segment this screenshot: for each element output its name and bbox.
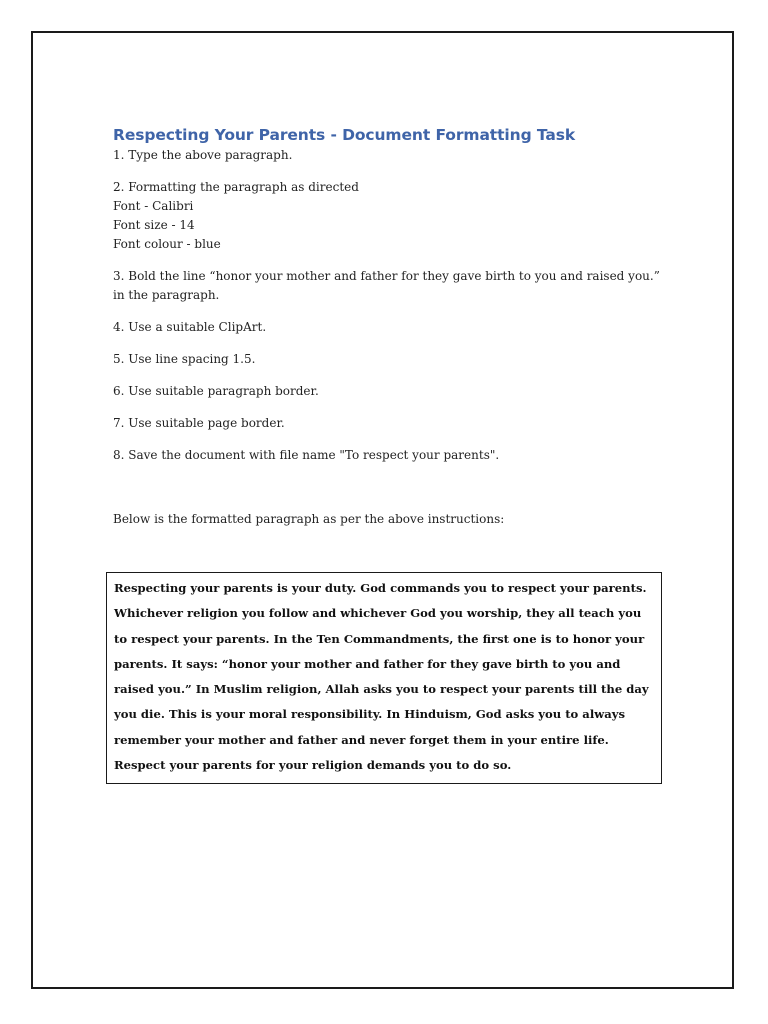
instruction-3: 3. Bold the line “honor your mother and father for they gave birth to you and raised you.” in the paragraph. [113,269,660,302]
intro-text: Below is the formatted paragraph as per the above instructions: [113,512,505,526]
instruction-2: 2. Formatting the paragraph as directed [113,180,359,194]
formatted-paragraph: Respecting your parents is your duty. God commands you to respect your parents. Whichever religion you follow and whichever God you worship, they all teach you to respect your parents. In the Ten Commandments, the first one is to honor your parents. It says: “honor your mother and father for they gave birth to you and raised you.” In Muslim religion, Allah asks you to respect your parents till the day you die. This is your moral responsibility. In Hinduism, God asks you to always remember your mother and father and never forget them in your entire life. Respect your parents for your religion demands you to do so. [114,581,649,773]
instruction-6: 6. Use suitable paragraph border. [113,384,319,398]
instruction-2-size: Font size - 14 [113,218,195,232]
formatted-paragraph-box [106,572,662,784]
document-title: Respecting Your Parents - Document Formatting Task [113,126,576,144]
instruction-2-colour: Font colour - blue [113,237,221,251]
instruction-7: 7. Use suitable page border. [113,416,285,430]
instruction-8: 8. Save the document with file name "To respect your parents". [113,448,500,462]
instruction-2-font: Font - Calibri [113,199,194,213]
instruction-4: 4. Use a suitable ClipArt. [113,320,267,334]
instruction-5: 5. Use line spacing 1.5. [113,352,256,366]
instruction-1: 1. Type the above paragraph. [113,148,293,162]
document-body [113,124,673,529]
